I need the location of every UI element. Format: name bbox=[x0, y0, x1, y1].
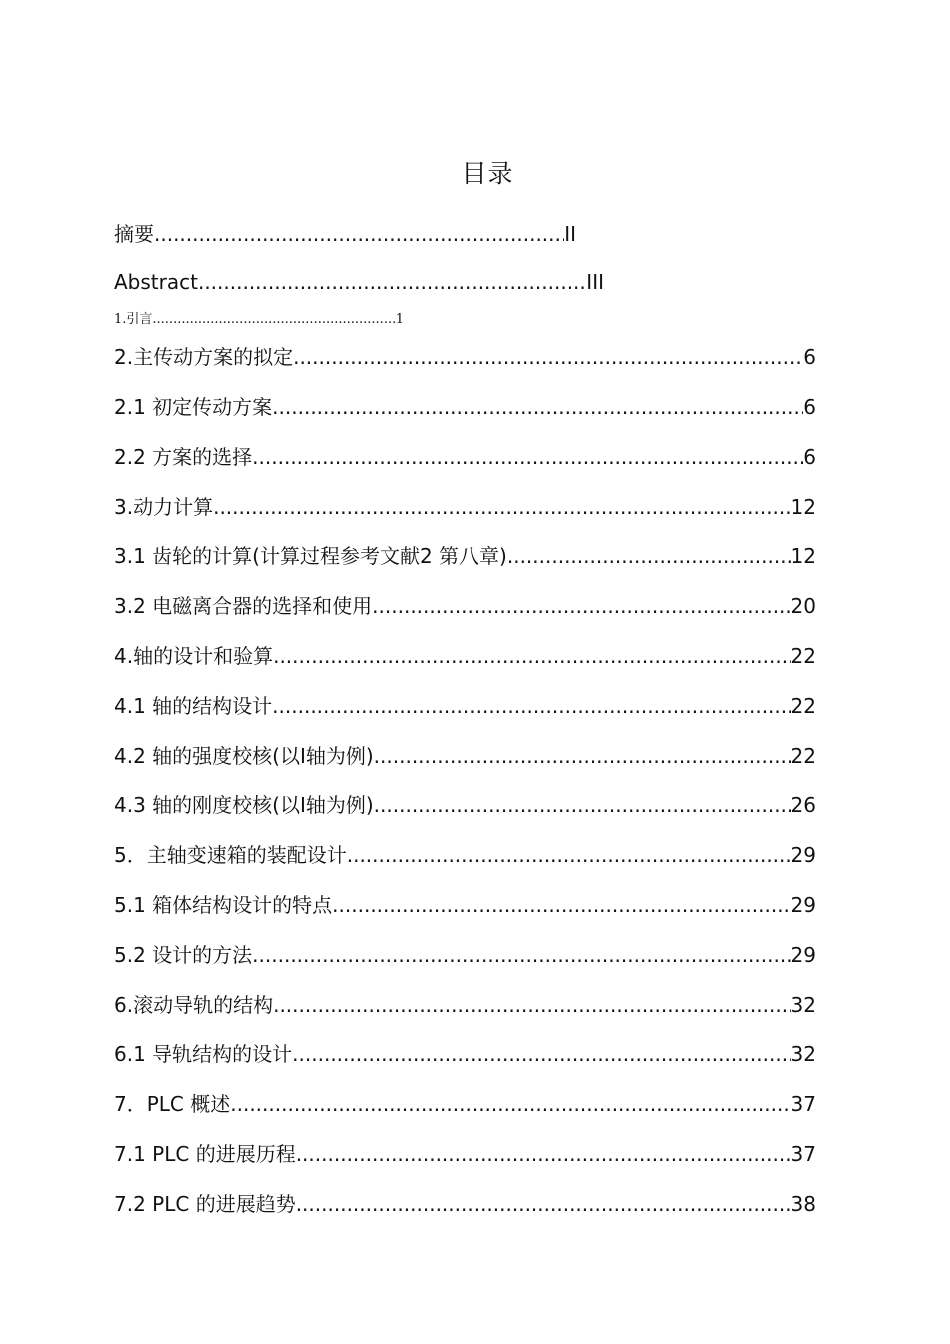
toc-entry-page: 12 bbox=[790, 495, 816, 519]
toc-dot-leader bbox=[374, 740, 791, 772]
toc-entry-label: 4.轴的设计和验算 bbox=[114, 644, 274, 668]
toc-dot-leader bbox=[273, 989, 790, 1021]
toc-entry-label: Abstract bbox=[114, 270, 198, 294]
toc-dot-leader bbox=[252, 441, 803, 473]
toc-entry-label: 摘要 bbox=[114, 222, 154, 246]
toc-entry-label: 3.动力计算 bbox=[114, 495, 214, 519]
toc-dot-leader bbox=[272, 391, 803, 423]
toc-entry-5-1[interactable] bbox=[114, 889, 816, 921]
toc-entry-label: 7.1 PLC 的进展历程 bbox=[114, 1142, 296, 1166]
toc-entry-abstract-en[interactable] bbox=[114, 266, 604, 298]
toc-entry-page: 26 bbox=[790, 793, 816, 817]
toc-entry-introduction[interactable] bbox=[114, 311, 404, 329]
toc-dot-leader bbox=[332, 889, 790, 921]
toc-entry-3-2[interactable] bbox=[114, 590, 816, 622]
toc-entry-2[interactable] bbox=[114, 341, 816, 373]
toc-entry-7-1[interactable] bbox=[114, 1138, 816, 1170]
toc-entry-label: 2.主传动方案的拟定 bbox=[114, 345, 294, 369]
toc-dot-leader bbox=[198, 266, 586, 298]
toc-entry-page: 12 bbox=[790, 544, 816, 568]
toc-dot-leader bbox=[293, 341, 803, 373]
toc-entry-label: 7．PLC 概述 bbox=[114, 1092, 231, 1116]
toc-dot-leader bbox=[372, 590, 790, 622]
toc-dot-leader bbox=[292, 1038, 790, 1070]
toc-entry-page: 20 bbox=[790, 594, 816, 618]
toc-entry-5-2[interactable] bbox=[114, 939, 816, 971]
toc-dot-leader bbox=[347, 839, 791, 871]
toc-entry-page: 29 bbox=[790, 843, 816, 867]
toc-entry-label: 5.1 箱体结构设计的特点 bbox=[114, 893, 333, 917]
toc-dot-leader bbox=[252, 939, 790, 971]
toc-entry-page: 22 bbox=[790, 644, 816, 668]
toc-entry-label: 2.2 方案的选择 bbox=[114, 445, 253, 469]
toc-entry-2-2[interactable] bbox=[114, 441, 816, 473]
toc-entry-7-2[interactable] bbox=[114, 1188, 816, 1220]
toc-dot-leader bbox=[230, 1088, 790, 1120]
toc-entry-page: 32 bbox=[790, 993, 816, 1017]
toc-entry-7[interactable] bbox=[114, 1088, 816, 1120]
toc-entry-2-1[interactable] bbox=[114, 391, 816, 423]
toc-entry-page: 6 bbox=[803, 345, 816, 369]
toc-entry-label: 4.3 轴的刚度校核(以Ⅰ轴为例) bbox=[114, 793, 374, 817]
toc-entry-abstract-cn[interactable] bbox=[114, 218, 576, 250]
toc-entry-label: 5．主轴变速箱的装配设计 bbox=[114, 843, 347, 867]
toc-entry-label: 6.滚动导轨的结构 bbox=[114, 993, 274, 1017]
toc-entry-4[interactable] bbox=[114, 640, 816, 672]
toc-entry-page: 1 bbox=[395, 312, 404, 327]
toc-entry-label: 2.1 初定传动方案 bbox=[114, 395, 273, 419]
toc-entry-label: 3.1 齿轮的计算(计算过程参考文献2 第八章) bbox=[114, 544, 507, 568]
toc-entry-label: 3.2 电磁离合器的选择和使用 bbox=[114, 594, 373, 618]
toc-dot-leader bbox=[296, 1188, 791, 1220]
toc-entry-4-3[interactable] bbox=[114, 789, 816, 821]
toc-entry-page: III bbox=[586, 270, 604, 294]
toc-entry-4-1[interactable] bbox=[114, 690, 816, 722]
toc-entry-page: 22 bbox=[790, 694, 816, 718]
toc-entry-4-2[interactable] bbox=[114, 740, 816, 772]
toc-entry-3-1[interactable] bbox=[114, 540, 816, 572]
toc-entry-page: 6 bbox=[803, 395, 816, 419]
toc-entry-label: 5.2 设计的方法 bbox=[114, 943, 253, 967]
toc-dot-leader bbox=[152, 311, 395, 329]
toc-entry-page: 6 bbox=[803, 445, 816, 469]
toc-entry-5[interactable] bbox=[114, 839, 816, 871]
toc-dot-leader bbox=[296, 1138, 791, 1170]
toc-entry-page: 29 bbox=[790, 943, 816, 967]
toc-entry-page: 37 bbox=[790, 1092, 816, 1116]
toc-entry-page: 38 bbox=[790, 1192, 816, 1216]
toc-dot-leader bbox=[154, 218, 564, 250]
toc-dot-leader bbox=[507, 540, 791, 572]
toc-dot-leader bbox=[273, 640, 790, 672]
toc-entry-6[interactable] bbox=[114, 989, 816, 1021]
toc-entry-6-1[interactable] bbox=[114, 1038, 816, 1070]
toc-entry-label: 7.2 PLC 的进展趋势 bbox=[114, 1192, 296, 1216]
toc-entry-page: 37 bbox=[790, 1142, 816, 1166]
toc-entry-3[interactable] bbox=[114, 491, 816, 523]
toc-entry-label: 1.引言 bbox=[114, 312, 153, 327]
toc-dot-leader bbox=[213, 491, 790, 523]
toc-dot-leader bbox=[272, 690, 790, 722]
toc-entry-page: 22 bbox=[790, 744, 816, 768]
toc-entry-label: 6.1 导轨结构的设计 bbox=[114, 1042, 293, 1066]
toc-entry-page: 32 bbox=[790, 1042, 816, 1066]
toc-dot-leader bbox=[374, 789, 791, 821]
toc-title: 目录 bbox=[461, 159, 514, 188]
toc-entry-page: 29 bbox=[790, 893, 816, 917]
toc-entry-page: II bbox=[564, 222, 576, 246]
toc-entry-label: 4.1 轴的结构设计 bbox=[114, 694, 273, 718]
toc-entry-label: 4.2 轴的强度校核(以Ⅰ轴为例) bbox=[114, 744, 374, 768]
